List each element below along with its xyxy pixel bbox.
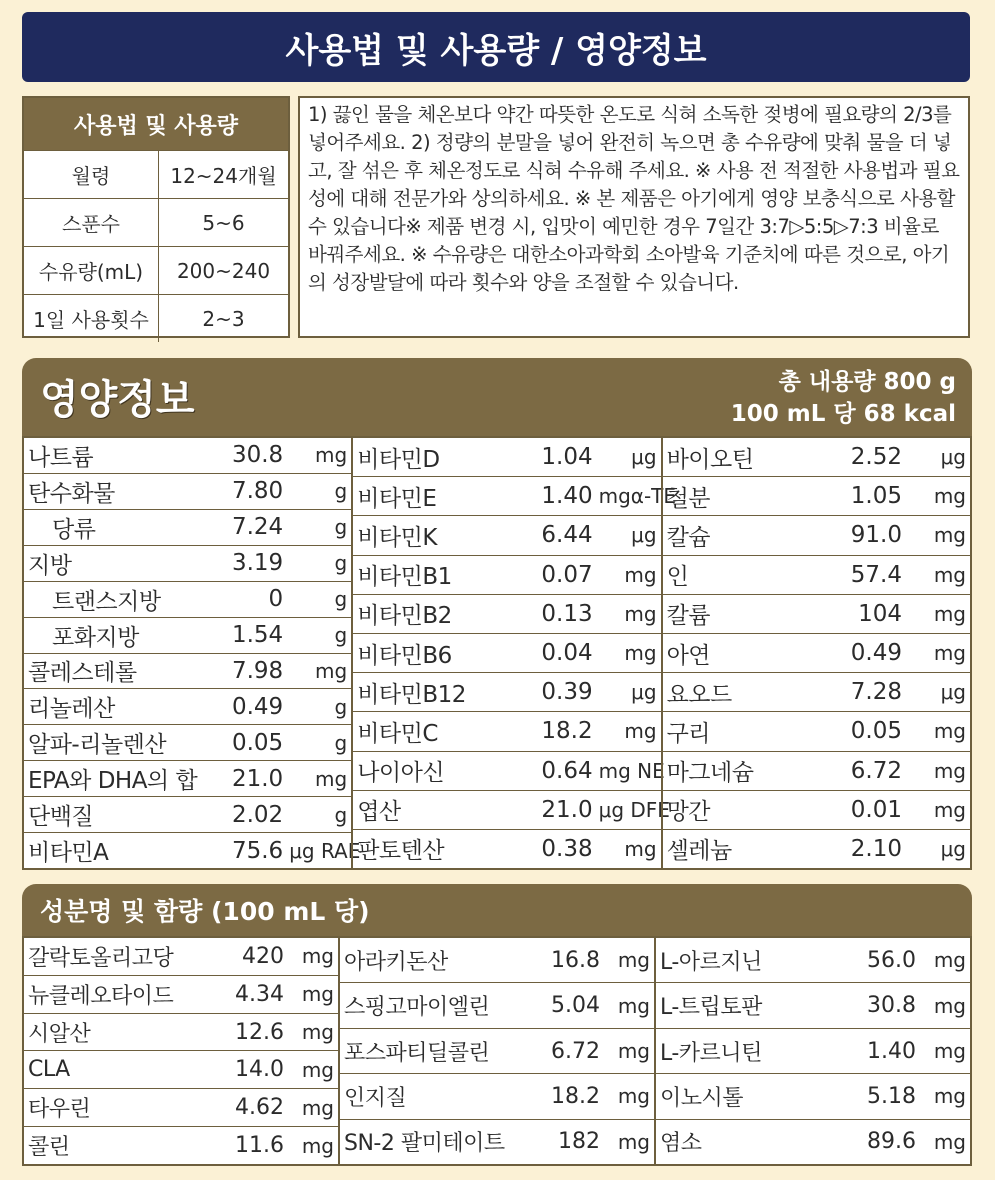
usage-table-title: 사용법 및 사용량 [24, 98, 288, 150]
ingredients-unit: mg [301, 982, 334, 1007]
nutrition-name: 아연 [666, 642, 711, 669]
ingredients-unit: mg [617, 948, 650, 973]
nutrition-value: 6.72 [850, 757, 902, 784]
nutrition-value: 0.13 [541, 600, 593, 627]
usage-section [22, 96, 970, 338]
nutrition-row [353, 752, 665, 791]
nutrition-unit: mg [315, 443, 348, 468]
nutrition-column [661, 438, 970, 868]
ingredients-value: 12.6 [235, 1019, 284, 1045]
nutrition-value: 75.6 [231, 837, 284, 864]
nutrition-row [353, 556, 660, 595]
nutrition-value: 7.98 [231, 657, 284, 684]
nutrition-value: 1.04 [541, 444, 593, 471]
ingredients-unit: mg [617, 1039, 650, 1064]
nutrition-row [24, 797, 351, 833]
nutrition-name: 비타민A [28, 840, 109, 867]
nutrition-value: 0.49 [231, 693, 284, 720]
nutrition-name: 단백질 [28, 804, 94, 831]
ingredients-row [24, 1089, 338, 1127]
ingredients-name: 아라키돈산 [344, 949, 448, 975]
nutrition-value: 0.38 [541, 835, 593, 862]
nutrition-unit: mg [933, 484, 966, 509]
ingredients-value: 11.6 [235, 1133, 284, 1159]
nutrition-row [24, 761, 351, 797]
usage-row [24, 150, 288, 198]
nutrition-row [663, 477, 970, 516]
nutrition-row [663, 752, 970, 791]
nutrition-name: 비타민B12 [357, 681, 466, 708]
nutrition-value: 6.44 [541, 522, 593, 549]
nutrition-row [353, 673, 660, 712]
nutrition-name: 비타민C [357, 720, 438, 747]
nutrition-name: 지방 [28, 552, 72, 579]
nutrition-row [24, 618, 351, 654]
ingredients-row [24, 976, 338, 1014]
ingredients-unit: mg [933, 1039, 966, 1064]
nutrition-name: 당류 [52, 516, 96, 543]
nutrition-unit: μg [940, 445, 966, 470]
usage-value: 200~240 [176, 258, 271, 283]
nutrition-value: 0.64 [541, 757, 593, 784]
ingredients-row [340, 938, 654, 983]
nutrition-unit: g [334, 623, 348, 648]
nutrition-unit: mg [624, 601, 657, 626]
usage-value: 5~6 [202, 210, 245, 235]
ingredients-value: 89.6 [867, 1129, 916, 1155]
nutrition-name: 엽산 [357, 799, 401, 826]
nutrition-value: 1.40 [541, 483, 593, 510]
nutrition-row [353, 477, 677, 516]
ingredients-name: L-아르지닌 [660, 949, 762, 975]
ingredients-name: 포스파티딜콜린 [344, 1040, 490, 1066]
nutrition-section [22, 358, 972, 870]
nutrition-name: 나트륨 [28, 444, 94, 471]
nutrition-value: 0 [268, 586, 284, 613]
nutrition-unit: mg [933, 523, 966, 548]
nutrition-name: 요오드 [666, 681, 732, 708]
ingredients-title: 성분명 및 함량 (100 mL 당) [22, 884, 972, 936]
nutrition-unit: μg [631, 445, 657, 470]
nutrition-name: 비타민D [357, 446, 440, 473]
ingredients-name: 시알산 [28, 1021, 91, 1047]
ingredients-name: 타우린 [28, 1097, 91, 1123]
nutrition-name: 비타민B2 [357, 603, 452, 630]
nutrition-row [353, 830, 660, 868]
ingredients-value: 4.62 [235, 1095, 284, 1121]
nutrition-name: 트랜스지방 [52, 588, 161, 615]
usage-row [24, 246, 288, 294]
nutrition-unit: g [334, 730, 348, 755]
nutrition-row [24, 833, 361, 868]
ingredients-row [340, 1074, 654, 1119]
nutrition-value: 18.2 [541, 718, 593, 745]
ingredients-unit: mg [301, 944, 334, 969]
ingredients-value: 6.72 [551, 1038, 600, 1064]
nutrition-unit: mg [315, 658, 348, 683]
ingredients-unit: mg [301, 1057, 334, 1082]
ingredients-name: CLA [28, 1057, 70, 1083]
nutrition-name: 셀레늄 [666, 838, 732, 865]
nutrition-name: 칼슘 [666, 524, 711, 551]
nutrition-unit: mg [315, 766, 348, 791]
nutrition-unit: mg [933, 601, 966, 626]
ingredients-row [24, 1127, 338, 1164]
nutrition-grid [22, 436, 972, 870]
nutrition-meta [731, 366, 956, 430]
nutrition-row [663, 791, 970, 830]
ingredients-value: 18.2 [551, 1083, 600, 1109]
nutrition-value: 0.05 [231, 729, 284, 756]
ingredients-row [340, 1029, 654, 1074]
usage-label: 월령 [24, 151, 159, 198]
nutrition-row [353, 712, 660, 751]
ingredients-value: 5.18 [867, 1083, 916, 1109]
usage-row [24, 294, 288, 342]
nutrition-unit: μg [940, 836, 966, 861]
ingredients-unit: mg [933, 1129, 966, 1154]
usage-value: 12~24개월 [170, 164, 277, 188]
ingredients-name: L-트립토판 [660, 995, 762, 1021]
nutrition-name: 비타민E [357, 485, 437, 512]
ingredients-value: 5.04 [551, 993, 600, 1019]
usage-label: 1일 사용횟수 [24, 295, 159, 342]
ingredients-value: 56.0 [867, 947, 916, 973]
usage-table [22, 96, 290, 338]
nutrition-name: 구리 [666, 720, 711, 747]
nutrition-row [353, 791, 670, 830]
nutrition-unit: mg [933, 719, 966, 744]
nutrition-value: 2.02 [231, 801, 284, 828]
ingredients-row [24, 1051, 338, 1089]
nutrition-column [351, 438, 677, 868]
nutrition-unit: g [334, 802, 348, 827]
nutrition-value: 3.19 [231, 550, 284, 577]
ingredients-unit: mg [933, 993, 966, 1018]
nutrition-name: 콜레스테롤 [28, 660, 137, 687]
ingredients-unit: mg [617, 993, 650, 1018]
nutrition-unit: g [334, 551, 348, 576]
usage-instructions: 1) 끓인 물을 체온보다 약간 따뜻한 온도로 식혀 소독한 젖병에 필요량의 2/3를 넣어주세요. 2) 정량의 분말을 넣어 완전히 녹으면 총 수유량에 맞춰 물을 더 넣고, 잘 섞은 후 체온정도로 식혀 수유해 주세요. ※ 사용 전 적절한 사용법과 필요성에 대해 전문가와 상의하세요. ※ 본 제품은 아기에게 영양 보충식으로 사용할 수 있습니다※ 제품 변경 시, 입맛이 예민한 경우 7일간 3:7▷5:5▷7:3 비율로 바꿔주세요. ※ 수유량은 대한소아과학회 소아발육 기준치에 따른 것으로, 아기의 성장발달에 따라 횟수와 양을 조절할 수 있습니다. [298, 96, 970, 338]
ingredients-row [656, 938, 970, 983]
nutrition-value: 57.4 [850, 561, 902, 588]
nutrition-row [24, 510, 351, 546]
nutrition-name: 망간 [666, 799, 711, 826]
nutrition-row [353, 516, 660, 555]
usage-row [24, 198, 288, 246]
nutrition-name: 리놀레산 [28, 696, 115, 723]
ingredients-column [338, 938, 654, 1164]
nutrition-unit: mg [933, 758, 966, 783]
nutrition-unit: mg [624, 641, 657, 666]
nutrition-unit: μg [631, 523, 657, 548]
ingredients-name: L-카르니틴 [660, 1040, 762, 1066]
usage-value: 2~3 [202, 306, 245, 331]
ingredients-row [656, 1074, 970, 1119]
ingredients-column [24, 938, 338, 1164]
nutrition-value: 30.8 [231, 442, 284, 469]
nutrition-value: 0.05 [850, 718, 902, 745]
nutrition-row [24, 689, 351, 725]
ingredients-section [22, 884, 972, 1166]
total-content: 총 내용량 800 g [778, 369, 956, 395]
ingredients-value: 14.0 [235, 1057, 284, 1083]
ingredients-unit: mg [933, 1084, 966, 1109]
nutrition-row [663, 712, 970, 751]
nutrition-unit: g [334, 515, 348, 540]
nutrition-value: 2.10 [850, 835, 902, 862]
nutrition-row [663, 830, 970, 868]
nutrition-unit: μg [631, 680, 657, 705]
ingredients-unit: mg [617, 1084, 650, 1109]
nutrition-value: 2.52 [850, 444, 902, 471]
ingredients-grid [22, 936, 972, 1166]
nutrition-unit: g [334, 479, 348, 504]
ingredients-unit: mg [301, 1020, 334, 1045]
nutrition-unit: mg [933, 562, 966, 587]
nutrition-row [663, 438, 970, 477]
nutrition-unit: mg [624, 836, 657, 861]
nutrition-header [22, 358, 972, 436]
ingredients-row [24, 1014, 338, 1052]
ingredients-unit: mg [617, 1129, 650, 1154]
nutrition-column [24, 438, 361, 868]
nutrition-name: 판토텐산 [357, 838, 445, 865]
ingredients-row [340, 1120, 654, 1164]
nutrition-unit: mg [933, 797, 966, 822]
ingredients-row [656, 983, 970, 1028]
nutrition-unit: mg [624, 562, 657, 587]
ingredients-name: 염소 [660, 1131, 702, 1157]
nutrition-unit: mg NE [598, 758, 665, 783]
nutrition-row [24, 725, 351, 761]
page-banner-title: 사용법 및 사용량 / 영양정보 [22, 12, 970, 82]
nutrition-row [663, 556, 970, 595]
ingredients-unit: mg [933, 948, 966, 973]
nutrition-row [24, 474, 351, 510]
nutrition-unit: mgα-TE [598, 484, 677, 509]
ingredients-column [654, 938, 970, 1164]
ingredients-name: 인지질 [344, 1085, 407, 1111]
nutrition-row [24, 582, 351, 618]
ingredients-name: 이노시톨 [660, 1085, 744, 1111]
nutrition-name: 인 [666, 564, 689, 591]
nutrition-row [353, 634, 660, 673]
usage-label: 스푼수 [24, 199, 159, 246]
nutrition-row [24, 438, 351, 474]
nutrition-name: 비타민B6 [357, 642, 452, 669]
nutrition-unit: μg [940, 680, 966, 705]
nutrition-name: 탄수화물 [28, 480, 115, 507]
ingredients-unit: mg [301, 1095, 334, 1120]
nutrition-unit: mg [624, 719, 657, 744]
nutrition-value: 0.07 [541, 561, 593, 588]
nutrition-name: 칼륨 [666, 603, 711, 630]
nutrition-value: 0.01 [850, 796, 902, 823]
nutrition-name: 나이아신 [357, 760, 445, 787]
nutrition-value: 7.28 [850, 679, 902, 706]
per-serving-kcal: 100 mL 당 68 kcal [730, 401, 956, 427]
nutrition-row [663, 673, 970, 712]
nutrition-name: 알파-리놀렌산 [28, 732, 167, 759]
ingredients-value: 4.34 [235, 981, 284, 1007]
nutrition-unit: μg RAE [289, 838, 361, 863]
ingredients-value: 420 [242, 943, 284, 969]
nutrition-value: 0.04 [541, 640, 593, 667]
ingredients-name: 뉴클레오타이드 [28, 983, 174, 1009]
nutrition-value: 7.80 [231, 478, 284, 505]
nutrition-name: 비타민B1 [357, 564, 452, 591]
ingredients-value: 182 [558, 1129, 600, 1155]
nutrition-value: 0.49 [850, 640, 902, 667]
ingredients-row [656, 1029, 970, 1074]
nutrition-unit: μg DFE [598, 797, 670, 822]
nutrition-name: 바이오틴 [666, 446, 754, 473]
ingredients-name: 콜린 [28, 1135, 70, 1161]
nutrition-unit: g [334, 694, 348, 719]
nutrition-value: 7.24 [231, 514, 284, 541]
nutrition-value: 104 [858, 600, 902, 627]
nutrition-name: 마그네슘 [666, 760, 754, 787]
nutrition-row [24, 654, 351, 690]
nutrition-row [663, 595, 970, 634]
nutrition-row [663, 516, 970, 555]
ingredients-value: 30.8 [867, 993, 916, 1019]
nutrition-name: 비타민K [357, 524, 437, 551]
nutrition-value: 21.0 [541, 796, 593, 823]
ingredients-name: 갈락토올리고당 [28, 945, 174, 971]
nutrition-row [353, 595, 660, 634]
nutrition-row [24, 546, 351, 582]
nutrition-name: EPA와 DHA의 합 [28, 768, 198, 795]
nutrition-unit: g [334, 587, 348, 612]
nutrition-unit: mg [933, 641, 966, 666]
usage-label: 수유량(mL) [24, 247, 159, 294]
nutrition-row [663, 634, 970, 673]
ingredients-row [340, 983, 654, 1028]
ingredients-name: 스핑고마이엘린 [344, 995, 490, 1021]
nutrition-name: 포화지방 [52, 624, 139, 651]
ingredients-unit: mg [301, 1133, 334, 1158]
nutrition-value: 91.0 [850, 522, 902, 549]
ingredients-row [656, 1120, 970, 1164]
nutrition-title: 영양정보 [40, 377, 195, 423]
ingredients-row [24, 938, 338, 976]
nutrition-value: 1.05 [850, 483, 902, 510]
nutrition-row [353, 438, 660, 477]
ingredients-value: 1.40 [867, 1038, 916, 1064]
nutrition-name: 철분 [666, 485, 711, 512]
nutrition-value: 1.54 [231, 622, 284, 649]
ingredients-value: 16.8 [551, 947, 600, 973]
nutrition-value: 21.0 [231, 765, 284, 792]
ingredients-name: SN-2 팔미테이트 [344, 1131, 505, 1157]
nutrition-value: 0.39 [541, 679, 593, 706]
